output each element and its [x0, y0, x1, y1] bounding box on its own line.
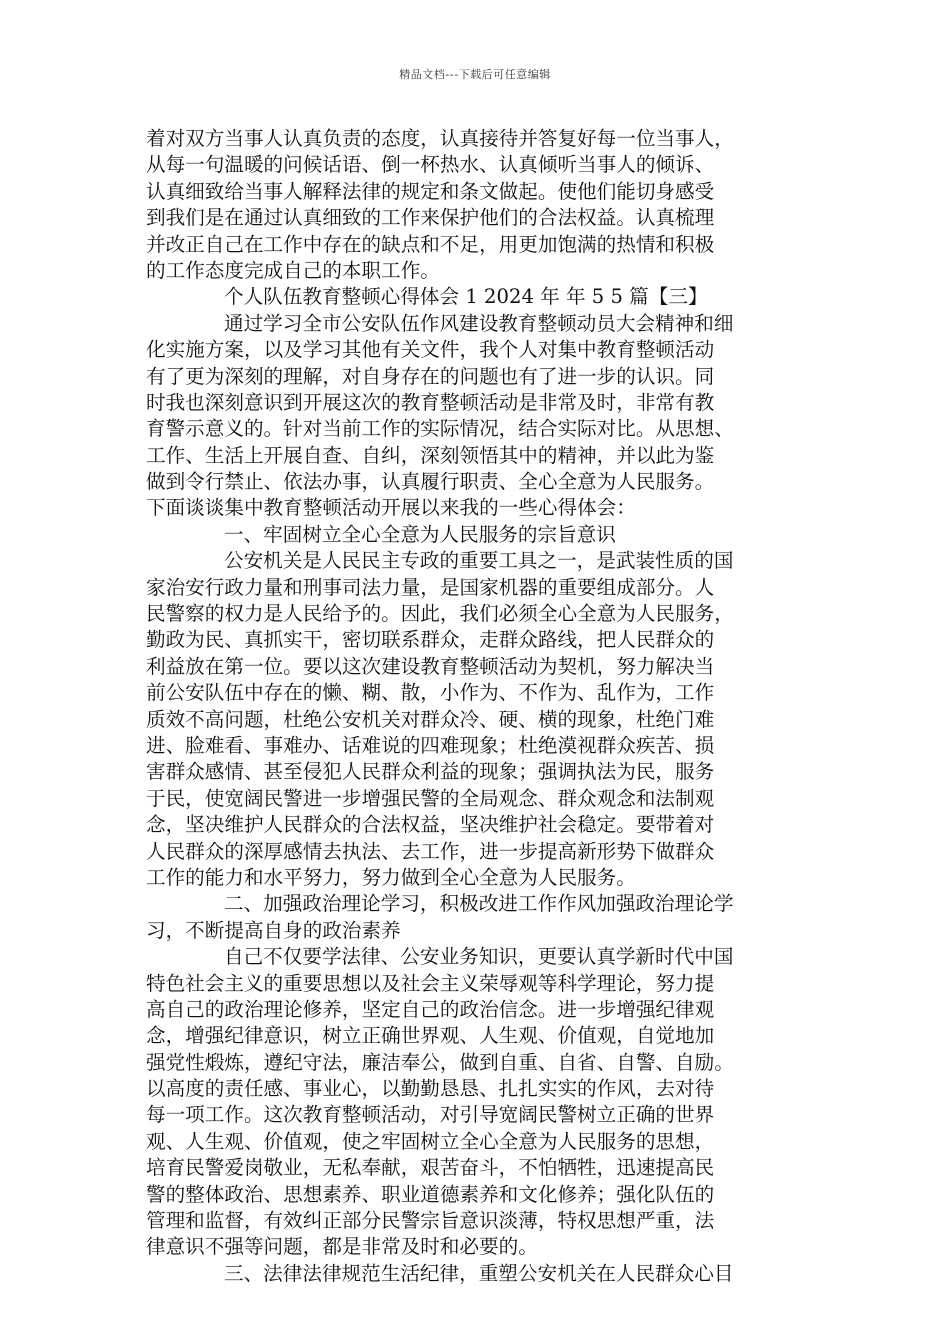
text-line: 质效不高问题，杜绝公安机关对群众冷、硬、横的现象，杜绝门难 — [146, 707, 715, 731]
text-line: 以高度的责任感、事业心，以勤勤恳恳、扎扎实实的作风，去对待 — [146, 1077, 715, 1101]
text-line: 化实施方案，以及学习其他有关文件，我个人对集中教育整顿活动 — [146, 338, 715, 362]
text-line: 时我也深刻意识到开展这次的教育整顿活动是非常及时，非常有教 — [146, 390, 715, 414]
section-heading-line: 一、牢固树立全心全意为人民服务的宗旨意识 — [224, 522, 616, 546]
text-line: 工作、生活上开展自查、自纠，深刻领悟其中的精神，并以此为鉴 — [146, 443, 715, 467]
text-line: 家治安行政力量和刑事司法力量，是国家机器的重要组成部分。人 — [146, 575, 715, 599]
text-line: 习，不断提高自身的政治素养 — [146, 918, 401, 942]
text-line: 自己不仅要学法律、公安业务知识，更要认真学新时代中国 — [224, 945, 734, 969]
text-line: 的工作态度完成自己的本职工作。 — [146, 258, 440, 282]
text-line: 公安机关是人民民主专政的重要工具之一，是武装性质的国 — [224, 549, 734, 573]
text-line: 害群众感情、甚至侵犯人民群众利益的现象；强调执法为民，服务 — [146, 760, 715, 784]
text-line: 特色社会主义的重要思想以及社会主义荣辱观等科学理论，努力提 — [146, 971, 715, 995]
text-line: 下面谈谈集中教育整顿活动开展以来我的一些心得体会： — [146, 496, 636, 520]
text-line: 管理和监督，有效纠正部分民警宗旨意识淡薄，特权思想严重，法 — [146, 1209, 715, 1233]
text-line: 律意识不强等问题，都是非常及时和必要的。 — [146, 1235, 538, 1259]
text-line: 着对双方当事人认真负责的态度，认真接待并答复好每一位当事人， — [146, 127, 734, 150]
text-line: 育警示意义的。针对当前工作的实际情况，结合实际对比。从思想、 — [146, 417, 734, 441]
text-line: 认真细致给当事人解释法律的规定和条文做起。使他们能切身感受 — [146, 179, 715, 203]
text-line: 每一项工作。这次教育整顿活动，对引导宽阔民警树立正确的世界 — [146, 1103, 715, 1127]
text-line: 警的整体政治、思想素养、职业道德素养和文化修养；强化队伍的 — [146, 1182, 715, 1206]
section-heading-line: 个人队伍教育整顿心得体会 1 2024 年 年 5 5 篇【三】 — [224, 285, 708, 309]
text-line: 做到令行禁止、依法办事，认真履行职责、全心全意为人民服务。 — [146, 470, 715, 494]
text-line: 从每一句温暖的问候话语、倒一杯热水、认真倾听当事人的倾诉、 — [146, 153, 715, 177]
text-line: 通过学习全市公安队伍作风建设教育整顿动员大会精神和细 — [224, 311, 734, 335]
text-line: 人民群众的深厚感情去执法、去工作，进一步提高新形势下做群众 — [146, 839, 715, 863]
text-line: 民警察的权力是人民给予的。因此，我们必须全心全意为人民服务， — [146, 602, 734, 626]
text-line: 有了更为深刻的理解，对自身存在的问题也有了进一步的认识。同 — [146, 364, 715, 388]
text-line: 进、脸难看、事难办、话难说的四难现象；杜绝漠视群众疾苦、损 — [146, 733, 715, 757]
text-line: 到我们是在通过认真细致的工作来保护他们的合法权益。认真梳理 — [146, 206, 715, 230]
text-line: 观、人生观、价值观，使之牢固树立全心全意为人民服务的思想， — [146, 1129, 715, 1153]
text-line: 培育民警爱岗敬业，无私奉献，艰苦奋斗，不怕牺牲，迅速提高民 — [146, 1156, 715, 1180]
text-line: 于民，使宽阔民警进一步增强民警的全局观念、群众观念和法制观 — [146, 786, 715, 810]
text-line: 前公安队伍中存在的懒、糊、散，小作为、不作为、乱作为，工作 — [146, 681, 715, 705]
text-line: 勤政为民、真抓实干，密切联系群众，走群众路线，把人民群众的 — [146, 628, 715, 652]
document-body — [146, 126, 818, 1287]
text-line: 利益放在第一位。要以这次建设教育整顿活动为契机，努力解决当 — [146, 654, 715, 678]
text-line: 念，坚决维护人民群众的合法权益，坚决维护社会稳定。要带着对 — [146, 813, 715, 837]
text-line: 念，增强纪律意识，树立正确世界观、人生观、价值观，自觉地加 — [146, 1024, 715, 1048]
text-line: 并改正自己在工作中存在的缺点和不足，用更加饱满的热情和积极 — [146, 232, 715, 256]
text-line: 工作的能力和水平努力，努力做到全心全意为人民服务。 — [146, 865, 636, 889]
section-heading-line: 二、加强政治理论学习，积极改进工作作风加强政治理论学 — [224, 892, 734, 916]
text-line: 强党性煅炼，遵纪守法，廉洁奉公，做到自重、自省、自警、自励。 — [146, 1050, 734, 1074]
section-heading-line: 三、法律法律规范生活纪律，重塑公安机关在人民群众心目 — [224, 1261, 734, 1285]
text-line: 高自己的政治理论修养，坚定自己的政治信念。进一步增强纪律观 — [146, 997, 715, 1021]
page-header: 精品文档---下载后可任意编辑 — [399, 68, 551, 81]
